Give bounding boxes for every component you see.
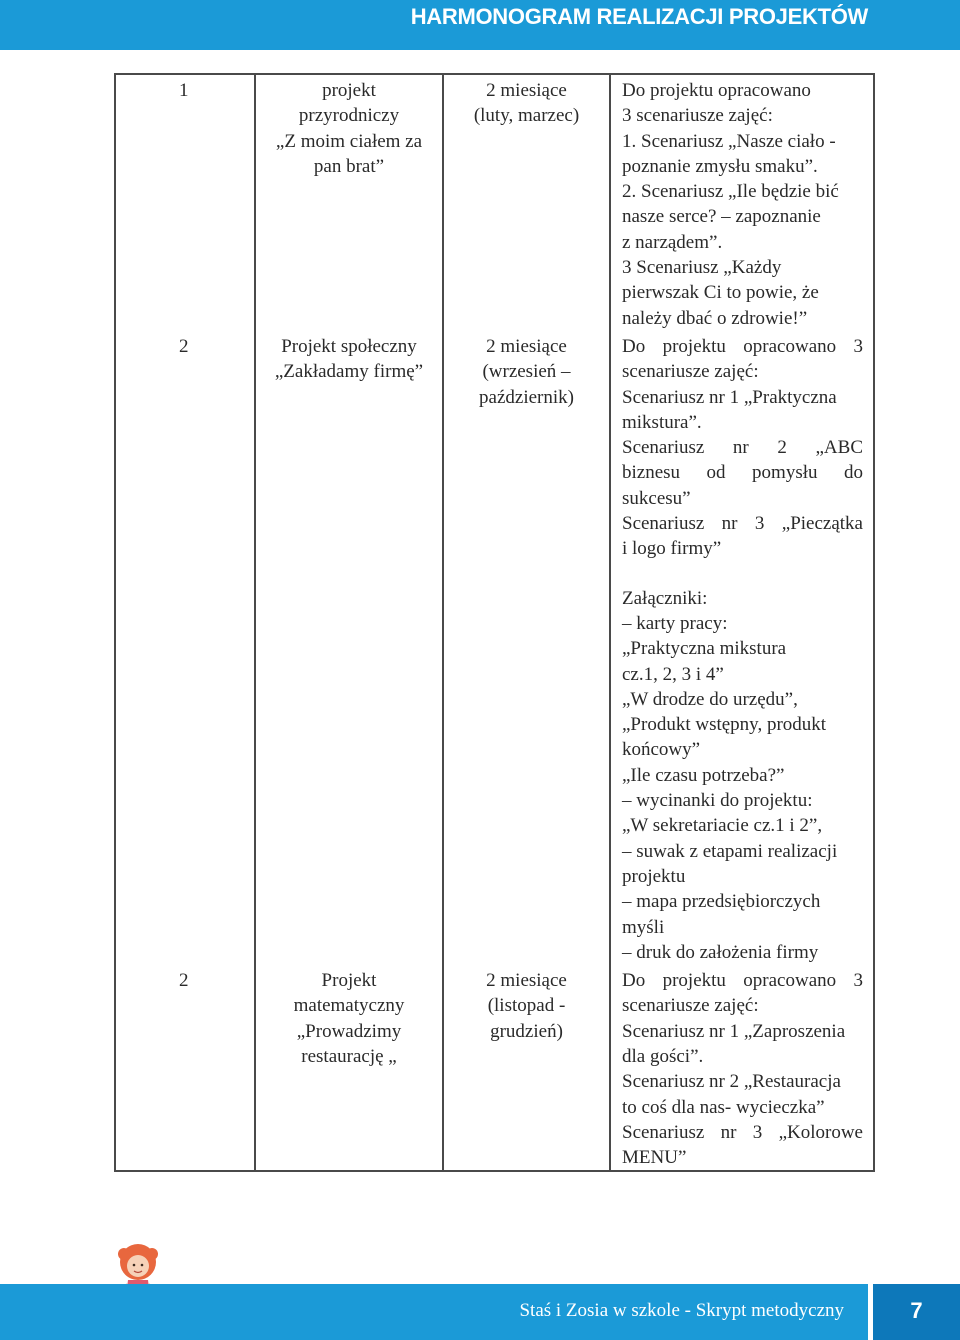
- project-duration: 2 miesiące (listopad - grudzień): [486, 970, 567, 1042]
- project-duration: 2 miesiące (wrzesień – październik): [479, 335, 574, 408]
- page-title: HARMONOGRAM REALIZACJI PROJEKTÓW: [410, 4, 868, 29]
- table-row: [115, 74, 874, 331]
- row-number: 2: [179, 335, 189, 357]
- project-name: projekt przyrodniczy „Z moim ciałem za pan brat”: [275, 80, 423, 177]
- table-row: [115, 331, 874, 965]
- row-number: 2: [179, 970, 189, 992]
- projects-schedule-table: [114, 73, 875, 1172]
- page-number-box: [873, 1284, 960, 1340]
- project-duration: 2 miesiące (luty, marzec): [473, 80, 580, 127]
- page-number: 7: [910, 1298, 923, 1323]
- row-number: 1: [179, 80, 189, 101]
- attachments-list: Załączniki: – karty pracy: „Praktyczna mikstura cz.1, 2, 3 i 4” „W drodze do urzędu”, „Produkt wstępny, produkt końcowy” „Ile czasu potrzeba?” – wycinanki do projektu: „W sekretariacie cz.1 i 2”, – suwak z etapami realizacji projektu – mapa przedsiębiorczych myśli – druk do założenia firmy: [622, 587, 838, 963]
- project-description: Do projektu opracowano 3 scenariusze zajęć: Scenariusz nr 1 „Zaproszenia dla gości”. Scenariusz nr 2 „Restauracja to coś dla nas- wycieczka” Scenariusz nr 3 „Kolorowe MENU”: [622, 970, 863, 1169]
- footer-bar: [0, 1284, 868, 1340]
- project-name: Projekt matematyczny „Prowadzimy restaurację „: [293, 970, 405, 1067]
- project-description: Do projektu opracowano 3 scenariusze zajęć: 1. Scenariusz „Nasze ciało - poznanie zmysłu smaku”. 2. Scenariusz „Ile będzie bić nasze serce? – zapoznanie z narządem”. 3 Scenariusz „Każdy pierwszak Ci to powie, że należy dbać o zdrowie!”: [622, 80, 839, 329]
- footer-title: Staś i Zosia w szkole - Skrypt metodyczny: [519, 1300, 844, 1321]
- page-header: [0, 0, 960, 50]
- table-row: [115, 965, 874, 1171]
- project-description: Do projektu opracowano 3 scenariusze zajęć: Scenariusz nr 1 „Praktyczna mikstura”. Scenariusz nr 2 „ABC biznesu od pomysłu do sukcesu” Scenariusz nr 3 „Pieczątka i logo firmy” Załączniki: – karty pracy: „Praktyczna mikstura cz.1, 2, 3 i 4” „W drodze do urzędu”, „Produkt wstępny, produkt końcowy” „Ile czasu potrzeba?” – wycinanki do projektu: „W sekretariacie cz.1 i 2”, – suwak z etapami realizacji projektu – mapa przedsiębiorczych myśli – druk do założenia firmy: [611, 331, 873, 965]
- project-name: Projekt społeczny „Zakładamy firmę”: [274, 335, 424, 383]
